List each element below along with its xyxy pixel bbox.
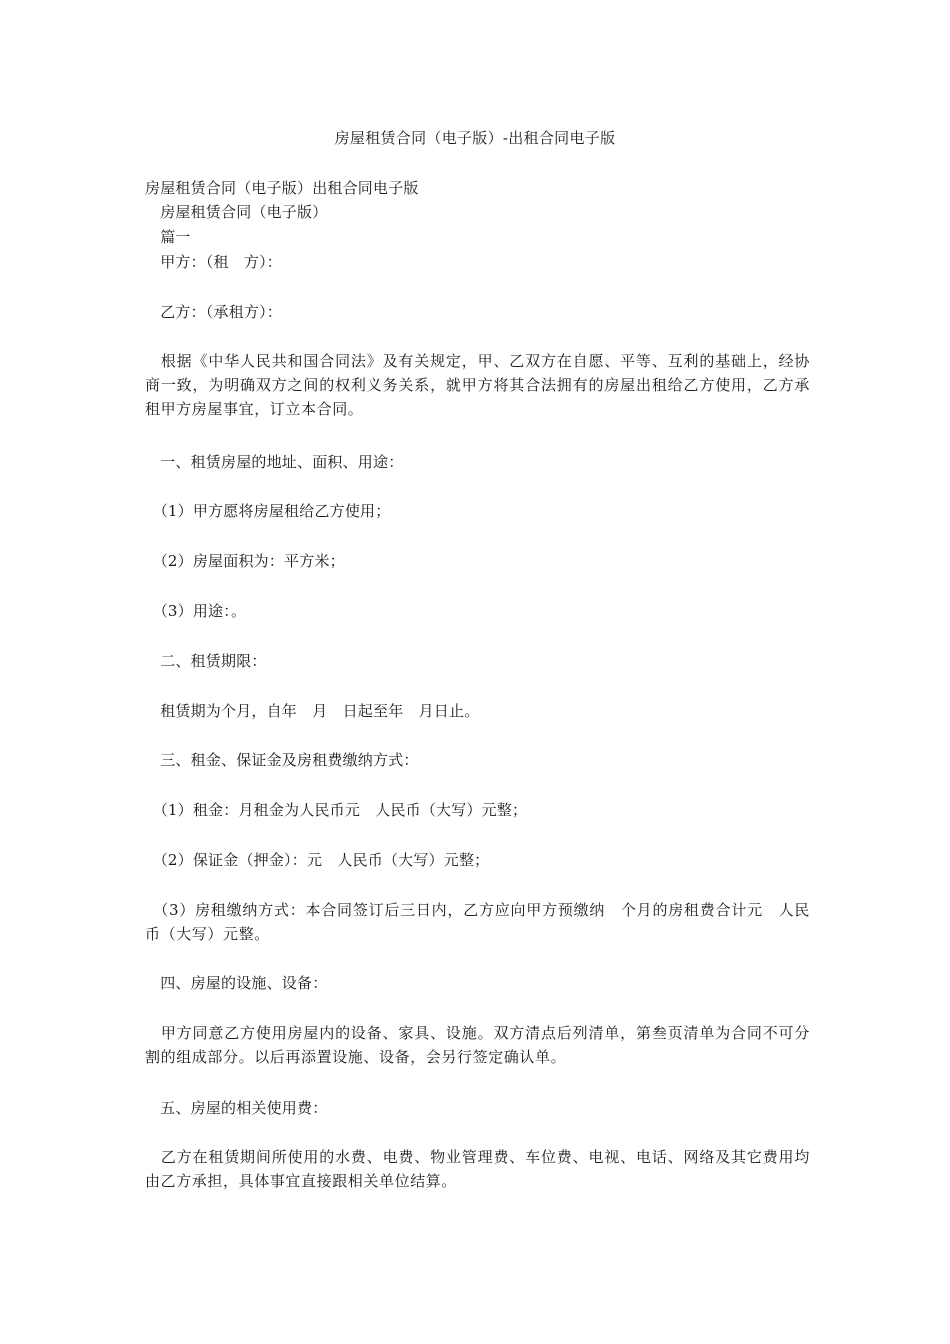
section-1-item-1: （1）甲方愿将房屋租给乙方使用； xyxy=(145,502,391,520)
party-a-line: 甲方：（租 方）： xyxy=(145,253,283,271)
section-2-text: 租赁期为个月，自年 月 日起至年 月日止。 xyxy=(145,702,480,720)
section-3-item-3: （3）房租缴纳方式：本合同签订后三日内，乙方应向甲方预缴纳 个月的房租费合计元 人民币（大写）元整。 xyxy=(145,901,810,943)
section-1-title: 一、租赁房屋的地址、面积、用途： xyxy=(145,453,404,471)
section-5-title: 五、房屋的相关使用费： xyxy=(145,1099,328,1117)
section-3-title: 三、租金、保证金及房租费缴纳方式： xyxy=(145,751,419,769)
document-title: 房屋租赁合同（电子版）-出租合同电子版 xyxy=(334,129,616,147)
section-5-text: 乙方在租赁期间所使用的水费、电费、物业管理费、车位费、电视、电话、网络及其它费用均由乙方承担，具体事宜直接跟相关单位结算。 xyxy=(145,1148,810,1190)
intro-paragraph: 根据《中华人民共和国合同法》及有关规定，甲、乙双方在自愿、平等、互利的基础上，经协商一致，为明确双方之间的权利义务关系，就甲方将其合法拥有的房屋出租给乙方使用，乙方承租甲方房屋事宜，订立本合同。 xyxy=(145,352,810,418)
document-subheading: 房屋租赁合同（电子版） xyxy=(145,203,328,221)
section-2-title: 二、租赁期限： xyxy=(145,652,267,670)
section-3-item-1: （1）租金：月租金为人民币元 人民币（大写）元整； xyxy=(145,801,528,819)
party-b-line: 乙方：（承租方）： xyxy=(145,303,283,321)
section-1-item-2: （2）房屋面积为：平方米； xyxy=(145,552,345,570)
section-3-item-2: （2）保证金（押金）：元 人民币（大写）元整； xyxy=(145,851,490,869)
section-1-item-3: （3）用途：。 xyxy=(145,602,247,620)
section-4-title: 四、房屋的设施、设备： xyxy=(145,974,328,992)
document-heading: 房屋租赁合同（电子版）出租合同电子版 xyxy=(145,179,419,197)
part-label: 篇一 xyxy=(145,228,191,246)
section-4-text: 甲方同意乙方使用房屋内的设备、家具、设施。双方清点后列清单，第叁页清单为合同不可分割的组成部分。以后再添置设施、设备，会另行签定确认单。 xyxy=(145,1024,810,1066)
